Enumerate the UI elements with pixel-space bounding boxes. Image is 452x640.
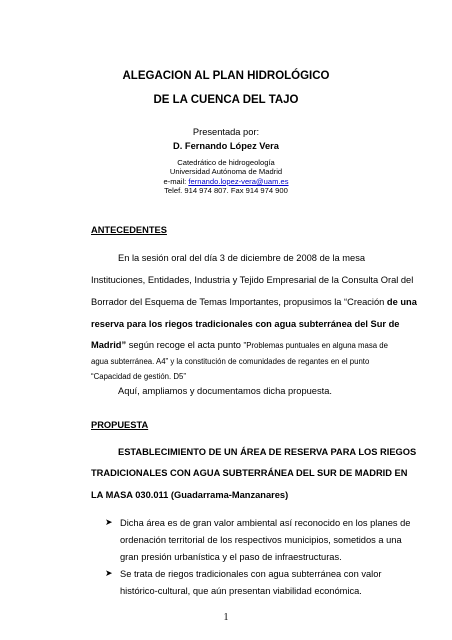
author-name: D. Fernando López Vera <box>173 141 279 151</box>
bullet-2-line-1: Se trata de riegos tradicionales con agua subterránea con valor <box>120 569 382 579</box>
antecedentes-line-3 <box>91 297 417 307</box>
phone-line: Telef. 914 974 807. Fax 914 974 900 <box>164 186 288 195</box>
antecedentes-line-6: agua subterránea. A4” y la constitución de comunidades de regantes en el punto <box>91 357 370 366</box>
bullet-1-line-1: Dicha área es de gran valor ambiental así reconocido en los planes de <box>120 518 411 528</box>
title-line-1: ALEGACION AL PLAN HIDROLÓGICO <box>122 70 330 82</box>
antecedentes-line-5-text: según recoge el acta punto <box>126 340 244 350</box>
affiliation-line-1: Catedrático de hidrogeología <box>177 158 275 167</box>
propuesta-title-line-2: TRADICIONALES CON AGUA SUBTERRÁNEA DEL SUR DE MADRID EN <box>91 468 408 478</box>
presented-by: Presentada por: <box>192 127 260 137</box>
antecedentes-line-7: “Capacidad de gestión. D5” <box>91 372 186 381</box>
antecedentes-line-3-bold: de una <box>386 297 417 307</box>
antecedentes-line-2: Instituciones, Entidades, Industria y Tejido Empresarial de la Consulta Oral del <box>91 275 414 285</box>
page-number: 1 <box>223 612 229 623</box>
bullet-1-line-2: ordenación territorial de los respectivos municipios, sometidos a una <box>120 535 402 545</box>
bullet-1-line-3: gran presión urbanística y el paso de infraestructuras. <box>120 552 342 562</box>
propuesta-title-line-1: ESTABLECIMIENTO DE UN ÁREA DE RESERVA PARA LOS RIEGOS <box>118 447 417 457</box>
affiliation-line-2: Universidad Autónoma de Madrid <box>169 167 283 176</box>
antecedentes-line-3-text: Borrador del Esquema de Temas Importantes, propusimos la “Creación <box>91 297 387 307</box>
antecedentes-line-4: reserva para los riegos tradicionales con agua subterránea del Sur de <box>91 319 400 329</box>
email-link[interactable]: fernando.lopez-vera@uam.es <box>188 177 289 186</box>
arrow-bullet-icon: ➤ <box>105 568 113 578</box>
propuesta-title-line-3: LA MASA 030.011 (Guadarrama-Manzanares) <box>91 490 289 500</box>
antecedentes-line-5-bold: Madrid” <box>91 340 127 350</box>
title-line-2: DE LA CUENCA DEL TAJO <box>153 94 299 106</box>
antecedentes-line-8: Aquí, ampliamos y documentamos dicha propuesta. <box>118 386 332 396</box>
propuesta-heading: PROPUESTA <box>91 420 149 430</box>
email-label: e-mail: <box>163 177 189 186</box>
antecedentes-line-5-quote: "Problemas puntuales en alguna masa de <box>243 341 388 350</box>
bullet-2-line-2: histórico-cultural, que aún presentan viabilidad económica. <box>120 586 362 596</box>
antecedentes-line-1: En la sesión oral del día 3 de diciembre de 2008 de la mesa <box>118 253 366 263</box>
antecedentes-heading: ANTECEDENTES <box>91 225 167 235</box>
email-line <box>0 177 452 186</box>
antecedentes-line-5 <box>91 340 388 350</box>
arrow-bullet-icon: ➤ <box>105 517 113 527</box>
